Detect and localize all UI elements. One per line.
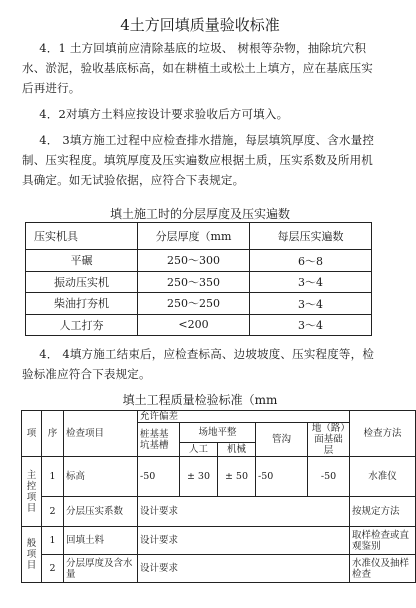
table1-caption: 填土施工时的分层厚度及压实遍数 bbox=[109, 207, 290, 221]
table-row bbox=[26, 271, 372, 293]
header-check-item: 检查项目 bbox=[64, 411, 138, 457]
header-passes: 每层压实遍数 bbox=[250, 223, 372, 250]
table-row bbox=[26, 314, 372, 336]
cell-compactor: 人工打夯 bbox=[26, 314, 138, 336]
cell-passes: 6～8 bbox=[250, 250, 372, 272]
cell-passes: 3～4 bbox=[250, 314, 372, 336]
header-seq: 序 bbox=[42, 411, 64, 457]
group-main-control: 主控项目 bbox=[22, 457, 42, 527]
cell-check-item: 回填土料 bbox=[64, 527, 138, 555]
cell-compactor: 柴油打夯机 bbox=[26, 293, 138, 315]
layer-thickness-table bbox=[25, 222, 372, 336]
cell-method: 水准仪及抽样检查 bbox=[350, 555, 416, 583]
cell-method: 水准仪 bbox=[350, 457, 416, 497]
header-layer-thickness: 分层厚度（mm bbox=[138, 223, 250, 250]
table-row bbox=[22, 527, 416, 555]
paragraph-4-4: 4． 4填方施工结束后，应检查标高、边坡坡度、压实程度等，检验标准应符合下表规定。 bbox=[22, 347, 375, 381]
cell-compactor: 振动压实机 bbox=[26, 271, 138, 293]
table-row bbox=[26, 250, 372, 272]
cell-thickness: 250～350 bbox=[138, 271, 250, 293]
table-row bbox=[26, 293, 372, 315]
page-title: 4土方回填质量验收标准 bbox=[120, 16, 280, 34]
cell-thickness: 250～250 bbox=[138, 293, 250, 315]
cell-requirement: 设计要求 bbox=[138, 527, 350, 555]
cell-seq: 1 bbox=[42, 527, 64, 555]
header-check-method: 检查方法 bbox=[350, 411, 416, 457]
group-general: 般项目 bbox=[22, 527, 42, 583]
header-ground-base: 地（路）面基础层 bbox=[308, 423, 350, 457]
cell-seq: 2 bbox=[42, 555, 64, 583]
header-site-leveling: 场地平整 bbox=[180, 423, 256, 443]
cell-seq: 2 bbox=[42, 497, 64, 527]
cell-check-item: 标高 bbox=[64, 457, 138, 497]
cell-requirement: 设计要求 bbox=[138, 555, 350, 583]
table2-caption: 填土工程质量检验标准（mm bbox=[122, 393, 278, 407]
cell-requirement: 设计要求 bbox=[138, 497, 350, 527]
table-header-row bbox=[26, 223, 372, 250]
cell-thickness: <200 bbox=[138, 314, 250, 336]
header-compactor: 压实机具 bbox=[26, 223, 138, 250]
cell-method: 取样检查或直观鉴别 bbox=[350, 527, 416, 555]
header-item: 项 bbox=[22, 411, 42, 457]
cell-method: 按规定方法 bbox=[350, 497, 416, 527]
header-pile-pit: 桩基基坑基槽 bbox=[138, 423, 180, 457]
header-allowed-deviation: 允许偏差 bbox=[138, 411, 350, 423]
table-header-row bbox=[22, 411, 416, 423]
header-manual: 人工 bbox=[180, 443, 218, 457]
cell-thickness: 250～300 bbox=[138, 250, 250, 272]
quality-standard-table bbox=[21, 410, 416, 583]
table-row bbox=[22, 497, 416, 527]
cell-check-item: 分层压实系数 bbox=[64, 497, 138, 527]
header-pipe-trench: 管沟 bbox=[256, 423, 308, 457]
cell-ground: -50 bbox=[308, 457, 350, 497]
table-row bbox=[22, 555, 416, 583]
cell-machine: ± 50 bbox=[218, 457, 256, 497]
cell-compactor: 平碾 bbox=[26, 250, 138, 272]
cell-pipe: -50 bbox=[256, 457, 308, 497]
cell-manual: ± 30 bbox=[180, 457, 218, 497]
cell-pile: -50 bbox=[138, 457, 180, 497]
paragraph-4-3: 4． 3填方施工过程中应检查排水措施，每层填筑厚度、含水量控制、压实程度。填筑厚度及压实遍数应根据土质，压实系数及所用机具确定。如无试验依据，应符合下表规定。 bbox=[22, 133, 375, 187]
cell-passes: 3～4 bbox=[250, 271, 372, 293]
cell-seq: 1 bbox=[42, 457, 64, 497]
cell-check-item: 分层厚度及含水量 bbox=[64, 555, 138, 583]
paragraph-4-1: 4．1 土方回填前应清除基底的垃圾、 树根等杂物，抽除坑穴积水、淤泥，验收基底标高，如在耕植土或松土上填方，应在基底压实后再进行。 bbox=[22, 41, 373, 95]
table-row bbox=[22, 457, 416, 497]
paragraph-4-2: 4．2对填方土料应按设计要求验收后方可填入。 bbox=[39, 107, 289, 121]
header-machine: 机械 bbox=[218, 443, 256, 457]
cell-passes: 3～4 bbox=[250, 293, 372, 315]
